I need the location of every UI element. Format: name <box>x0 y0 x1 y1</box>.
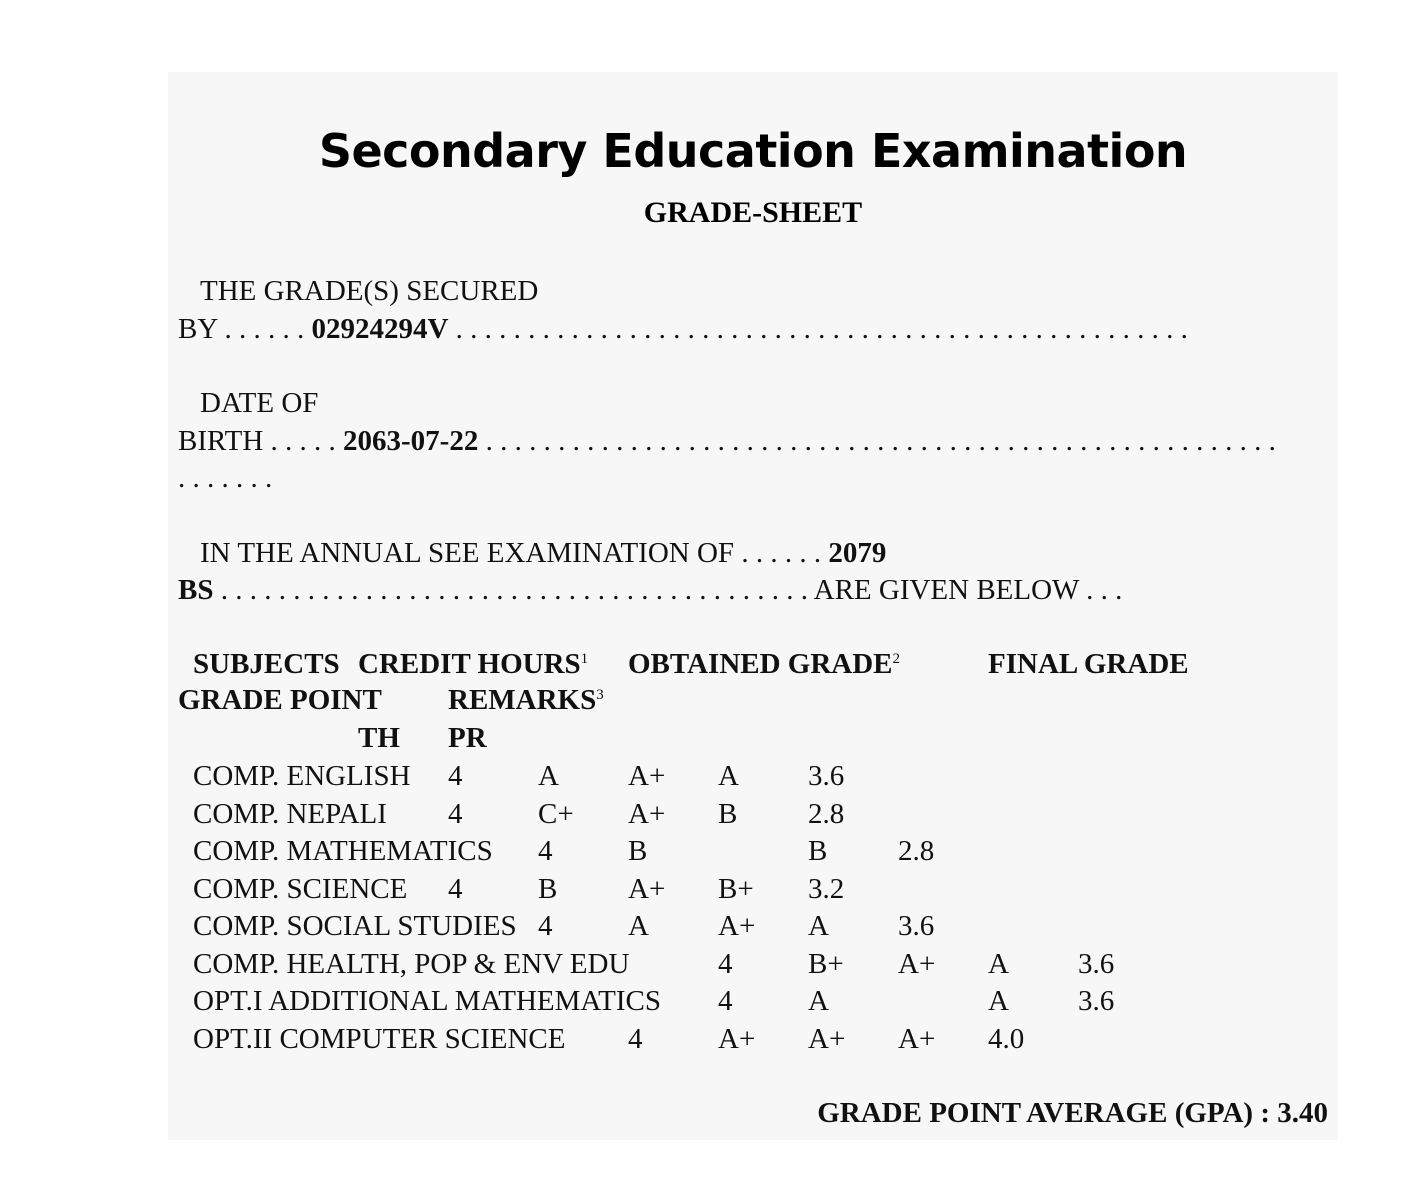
row-8-cell-3: A+ <box>808 1023 846 1055</box>
header-pr: PR <box>448 722 487 754</box>
row-6-cell-4: A <box>988 948 1009 980</box>
row-7-cell-2: A <box>808 985 829 1017</box>
row-3-cell-5: 2.8 <box>898 835 935 867</box>
dob-label: DATE OF <box>200 387 319 419</box>
row-5-cell-4: A <box>808 910 829 942</box>
dob-value: 2063-07-22 <box>343 425 479 457</box>
header-credit-hours <box>358 648 588 681</box>
row-3-subject: COMP. MATHEMATICS <box>193 835 493 867</box>
obtained-grade-label: OBTAINED GRADE <box>628 648 893 680</box>
row-5-subject: COMP. SOCIAL STUDIES <box>193 910 517 942</box>
row-1-cell-4: A <box>718 760 739 792</box>
dob-line <box>178 423 1276 459</box>
row-2-cell-4: B <box>718 798 738 830</box>
grade-sheet <box>168 72 1338 1140</box>
header-obtained-grade <box>628 648 900 681</box>
header-th: TH <box>358 722 400 754</box>
row-4-cell-3: A+ <box>628 873 666 905</box>
exam-line <box>200 535 886 571</box>
header-subjects: SUBJECTS <box>193 648 340 680</box>
header-final-grade: FINAL GRADE <box>988 648 1189 680</box>
footnote-3: 3 <box>596 687 604 703</box>
by-label: BY <box>178 313 218 345</box>
exam-mid-dots: . . . . . . . . . . . . . . . . . . . . . . . . . . . . . . . . . . . . . . . . . <box>220 574 808 606</box>
row-6-cell-2: B+ <box>808 948 844 980</box>
header-remarks <box>448 684 604 717</box>
grade-sheet-subtitle: GRADE-SHEET <box>643 196 863 229</box>
row-3-cell-4: B <box>808 835 828 867</box>
header-grade-point: GRADE POINT <box>178 684 382 716</box>
row-8-cell-4: A+ <box>898 1023 936 1055</box>
gpa-line <box>817 1097 1328 1130</box>
symbol-number: 02924294V <box>311 313 449 345</box>
row-4-cell-1: 4 <box>448 873 463 905</box>
by-lead-dots: . . . . . . <box>224 313 305 345</box>
footnote-1: 1 <box>580 651 589 667</box>
exam-label: IN THE ANNUAL SEE EXAMINATION OF <box>200 537 735 569</box>
row-6-cell-3: A+ <box>898 948 936 980</box>
gpa-value: 3.40 <box>1277 1097 1328 1129</box>
row-4-cell-4: B+ <box>718 873 754 905</box>
row-5-cell-2: A <box>628 910 649 942</box>
given-below: ARE GIVEN BELOW . . . <box>813 574 1123 606</box>
dob-wrap-dots: . . . . . . . <box>178 462 273 494</box>
row-2-subject: COMP. NEPALI <box>193 798 387 830</box>
row-6-cell-5: 3.6 <box>1078 948 1115 980</box>
row-2-cell-3: A+ <box>628 798 666 830</box>
row-5-cell-5: 3.6 <box>898 910 935 942</box>
row-3-cell-2: B <box>628 835 648 867</box>
row-8-cell-1: 4 <box>628 1023 643 1055</box>
exam-year: 2079 <box>828 537 887 569</box>
row-2-cell-2: C+ <box>538 798 574 830</box>
row-1-cell-1: 4 <box>448 760 463 792</box>
row-2-cell-5: 2.8 <box>808 798 845 830</box>
row-4-subject: COMP. SCIENCE <box>193 873 408 905</box>
row-6-cell-1: 4 <box>718 948 733 980</box>
by-tail-dots: . . . . . . . . . . . . . . . . . . . . . . . . . . . . . . . . . . . . . . . . . . . . . . . . . . . <box>455 313 1188 345</box>
remarks-label: REMARKS <box>448 684 597 716</box>
row-2-cell-1: 4 <box>448 798 463 830</box>
dob-tail-dots: . . . . . . . . . . . . . . . . . . . . . . . . . . . . . . . . . . . . . . . . . . . . . . . . . . . . . . . <box>485 425 1276 457</box>
dob-lead-dots: . . . . . <box>270 425 336 457</box>
secured-by-line <box>178 311 1188 347</box>
row-7-cell-5: 3.6 <box>1078 985 1115 1017</box>
row-5-cell-1: 4 <box>538 910 553 942</box>
row-1-subject: COMP. ENGLISH <box>193 760 411 792</box>
gpa-label: GRADE POINT AVERAGE (GPA) : <box>817 1097 1270 1129</box>
birth-label: BIRTH <box>178 425 264 457</box>
row-3-cell-1: 4 <box>538 835 553 867</box>
row-1-cell-5: 3.6 <box>808 760 845 792</box>
bs-label: BS <box>178 574 214 606</box>
row-5-cell-3: A+ <box>718 910 756 942</box>
exam-lead-dots: . . . . . . <box>741 537 822 569</box>
credit-hours-label: CREDIT HOURS <box>358 648 581 680</box>
exam-title: Secondary Education Examination <box>318 124 1188 178</box>
row-8-subject: OPT.II COMPUTER SCIENCE <box>193 1023 566 1055</box>
row-4-cell-5: 3.2 <box>808 873 845 905</box>
row-8-cell-2: A+ <box>718 1023 756 1055</box>
row-1-cell-3: A+ <box>628 760 666 792</box>
exam-line-2 <box>178 572 1122 608</box>
row-8-cell-5: 4.0 <box>988 1023 1025 1055</box>
row-1-cell-2: A <box>538 760 559 792</box>
row-7-subject: OPT.I ADDITIONAL MATHEMATICS <box>193 985 662 1017</box>
footnote-2: 2 <box>892 651 901 667</box>
row-6-subject: COMP. HEALTH, POP & ENV EDU <box>193 948 630 980</box>
row-7-cell-4: A <box>988 985 1009 1017</box>
row-4-cell-2: B <box>538 873 558 905</box>
secured-label: THE GRADE(S) SECURED <box>200 275 539 307</box>
row-7-cell-1: 4 <box>718 985 733 1017</box>
